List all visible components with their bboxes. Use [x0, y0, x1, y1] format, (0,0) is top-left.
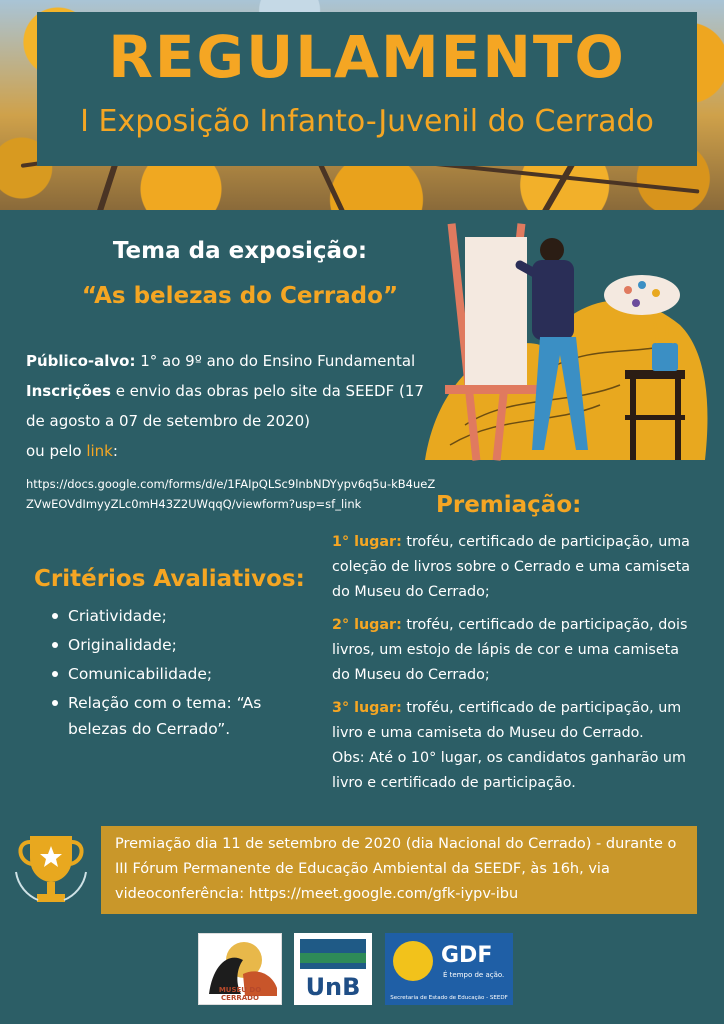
theme-label: Tema da exposição:: [112, 238, 368, 264]
registration-text: e envio das obras pelo site da SEEDF (17 de agosto a 07 de setembro de 2020): [26, 382, 424, 430]
museu-do-cerrado-logo: [198, 933, 282, 1005]
gdf-logo: [385, 933, 513, 1005]
audience-label: Público-alvo:: [26, 352, 136, 370]
prize-note: Obs: Até o 10° lugar, os candidatos ganharão um livro e certificado de participação.: [332, 750, 686, 791]
prizes-block: [332, 530, 694, 804]
list-item: Relação com o tema: “As belezas do Cerrado”.: [50, 690, 290, 742]
registration-line: [26, 376, 436, 436]
page-title: REGULAMENTO: [108, 23, 626, 91]
header-banner: [0, 0, 724, 210]
first-place-label: 1° lugar:: [332, 534, 402, 550]
criteria-title: Critérios Avaliativos:: [34, 566, 305, 592]
link-word[interactable]: link: [86, 442, 113, 460]
audience-line: [26, 346, 436, 376]
easel-painter-illustration: [420, 215, 710, 470]
or-by-text: ou pelo: [26, 442, 87, 460]
trophy-icon: [10, 828, 92, 910]
criteria-list: [50, 603, 290, 745]
audience-text: 1° ao 9º ano do Ensino Fundamental: [135, 352, 416, 370]
list-item: Comunicabilidade;: [50, 661, 290, 687]
gdf-tagline: É tempo de ação.: [443, 971, 505, 979]
second-prize: [332, 613, 694, 688]
gdf-secretaria: Secretaria de Estado de Educação - SEEDF: [390, 995, 508, 1001]
theme-value: “As belezas do Cerrado”: [81, 283, 399, 309]
first-prize-text: troféu, certificado de participação, uma coleção de livros sobre o Cerrado e uma camiseta do Museu do Cerrado;: [332, 534, 691, 600]
gdf-tree-emblem: [393, 941, 433, 981]
third-prize-text: troféu, certificado de participação, um livro e uma camiseta do Museu do Cerrado.: [332, 700, 682, 741]
unb-logo: [294, 933, 372, 1005]
title-box: [37, 12, 697, 166]
award-text: Premiação dia 11 de setembro de 2020 (dia Nacional do Cerrado) - durante o III Fórum Permanente de Educação Ambiental da SEEDF, às 16h, via videoconferência: https://meet.google.com/gfk-iypv-ibu: [115, 836, 677, 902]
second-place-label: 2° lugar:: [332, 617, 402, 633]
prizes-title: Premiação:: [436, 492, 582, 518]
info-block: [26, 346, 436, 466]
award-box: [101, 826, 697, 914]
registration-label: Inscrições: [26, 382, 111, 400]
third-prize: [332, 696, 694, 746]
form-url-link[interactable]: https://docs.google.com/forms/d/e/1FAIpQLSc9lnbNDYypv6q5u-kB4ueZZVwEOVdImyyZLc0mH43Z2UWqqQ/viewform?usp=sf_link: [26, 477, 436, 511]
first-prize: [332, 530, 694, 605]
unb-logo-text: UnB: [305, 973, 361, 1001]
museu-logo-text: MUSEU DO CERRADO: [218, 986, 262, 1002]
list-item: Criatividade;: [50, 603, 290, 629]
unb-emblem: [300, 939, 366, 969]
third-place-label: 3° lugar:: [332, 700, 402, 716]
list-item: Originalidade;: [50, 632, 290, 658]
second-prize-text: troféu, certificado de participação, dois livros, um estojo de lápis de cor e uma camiseta do Museu do Cerrado;: [332, 617, 688, 683]
gdf-logo-text: GDF: [441, 943, 493, 968]
or-by-line: [26, 436, 436, 466]
link-suffix: :: [112, 442, 118, 460]
page-subtitle: I Exposição Infanto-Juvenil do Cerrado: [80, 104, 654, 139]
